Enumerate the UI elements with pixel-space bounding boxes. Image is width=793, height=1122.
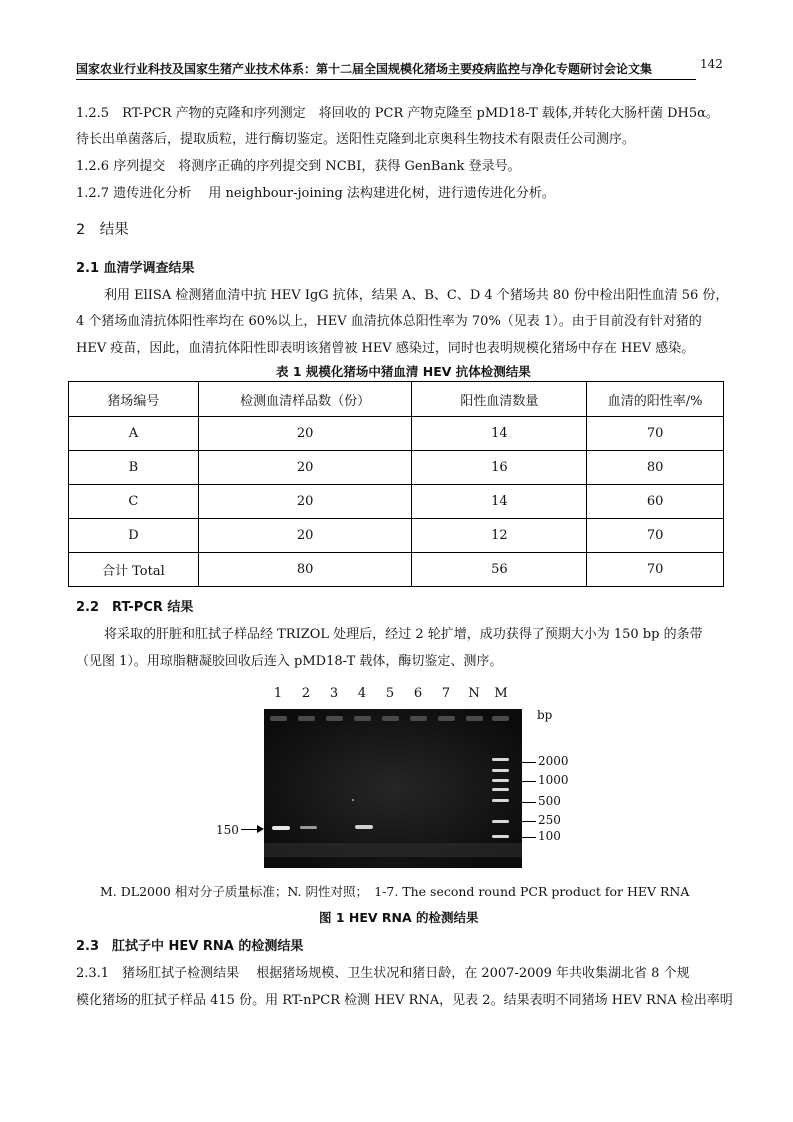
marker-tick (522, 802, 536, 803)
subsection-title-2-1: 2.1 血清学调查结果 (76, 261, 195, 276)
table-header-cell: 血清的阳性率/% (587, 382, 724, 417)
table-cell: 20 (198, 485, 412, 519)
subsection-title-2-2: 2.2 RT-PCR 结果 (76, 600, 194, 615)
table-row (69, 451, 724, 485)
paragraph-2-1-line-3: HEV 疫苗，因此，血清抗体阳性即表明该猪曾被 HEV 感染过，同时也表明规模化猪场中存在 HEV 感染。 (76, 341, 695, 356)
table-cell: 合计 Total (69, 553, 199, 587)
lane-label: 5 (385, 686, 395, 701)
marker-value: 1000 (538, 773, 569, 787)
table-row (69, 519, 724, 553)
paragraph-1-2-7: 1.2.7 遗传进化分析 用 neighbour-joining 法构建进化树，进行遗传进化分析。 (76, 186, 555, 201)
paragraph-2-2-line-2: （见图 1）。用琼脂糖凝胶回收后连入 pMD18-T 载体，酶切鉴定、测序。 (76, 654, 503, 669)
marker-value: 500 (538, 794, 561, 808)
band-lane-1 (272, 826, 290, 830)
table-row-total (69, 553, 724, 587)
gel-electrophoresis-svg (264, 709, 522, 868)
table-row (69, 485, 724, 519)
marker-tick (522, 821, 536, 822)
paragraph-1-2-5: 1.2.5 RT-PCR 产物的克隆和序列测定 将回收的 PCR 产物克隆至 pMD18-T 载体,并转化大肠杆菌 DH5α。 (76, 106, 719, 121)
table-cell: 14 (412, 417, 587, 451)
table-cell: 20 (198, 417, 412, 451)
table-cell: A (69, 417, 199, 451)
gel-wells (270, 716, 509, 721)
paragraph-1-2-6: 1.2.6 序列提交 将测序正确的序列提交到 NCBI，获得 GenBank 登录号。 (76, 159, 521, 174)
table-cell: C (69, 485, 199, 519)
table-header-cell: 阳性血清数量 (412, 382, 587, 417)
paragraph-1-2-5-continued: 待长出单菌落后，提取质粒，进行酶切鉴定。送阳性克隆到北京奥科生物技术有限责任公司测序。 (76, 132, 636, 147)
gel-speck (352, 799, 354, 801)
table-cell: 80 (587, 451, 724, 485)
table-1-caption: 表 1 规模化猪场中猪血清 HEV 抗体检测结果 (276, 364, 531, 379)
table-cell: B (69, 451, 199, 485)
table-header-cell: 猪场编号 (69, 382, 199, 417)
paragraph-2-3-1-line-1: 2.3.1 猪场肛拭子检测结果 根据猪场规模、卫生状况和猪日龄，在 2007-2009 年共收集湖北省 8 个规 (76, 966, 690, 981)
table-cell: 60 (587, 485, 724, 519)
marker-value: 250 (538, 813, 561, 827)
marker-value: 2000 (538, 754, 569, 768)
lane-label: 3 (329, 686, 339, 701)
table-cell: 16 (412, 451, 587, 485)
lane-label: 2 (301, 686, 311, 701)
band-lane-2 (300, 826, 317, 829)
arrow-right-icon (257, 825, 264, 833)
page-number: 142 (700, 57, 723, 71)
subsection-title-2-3: 2.3 肛拭子中 HEV RNA 的检测结果 (76, 939, 304, 954)
paragraph-2-1-line-1: 利用 ElISA 检测猪血清中抗 HEV IgG 抗体，结果 A、B、C、D 4 个猪场共 80 份中检出阳性血清 56 份， (104, 288, 729, 303)
table-cell: 20 (198, 451, 412, 485)
table-cell: 12 (412, 519, 587, 553)
gel-lane-labels (0, 686, 793, 702)
gel-unit-label: bp (537, 708, 553, 722)
paragraph-2-2-line-1: 将采取的肝脏和肛拭子样品经 TRIZOL 处理后，经过 2 轮扩增，成功获得了预期大小为 150 bp 的条带 (104, 627, 703, 642)
table-cell: 20 (198, 519, 412, 553)
band-size-label: 150 (216, 823, 239, 837)
section-title-results: 2 结果 (76, 222, 129, 238)
lane-label: 1 (273, 686, 283, 701)
running-header-title: 国家农业行业科技及国家生猪产业技术体系：第十二届全国规模化猪场主要疫病监控与净化专题研讨会论文集 (76, 62, 653, 76)
lane-label: N (468, 686, 480, 701)
marker-tick (522, 762, 536, 763)
band-lane-4 (355, 825, 373, 829)
table-cell: 80 (198, 553, 412, 587)
table-header-cell: 检测血清样品数（份） (198, 382, 412, 417)
lane-label: 7 (441, 686, 451, 701)
table-cell: 70 (587, 417, 724, 451)
table-1 (68, 381, 724, 587)
marker-tick (522, 781, 536, 782)
table-cell: 70 (587, 519, 724, 553)
lane-label: 4 (357, 686, 367, 701)
gel-image (264, 709, 522, 868)
table-cell: 56 (412, 553, 587, 587)
paragraph-2-3-1-line-2: 模化猪场的肛拭子样品 415 份。用 RT-nPCR 检测 HEV RNA，见表 2。结果表明不同猪场 HEV RNA 检出率明 (76, 993, 733, 1008)
table-cell: 14 (412, 485, 587, 519)
table-header-row (69, 382, 724, 417)
table-row (69, 417, 724, 451)
figure-1-legend: M. DL2000 相对分子质量标准；N. 阴性对照； 1-7. The second round PCR product for HEV RNA (100, 884, 690, 899)
table-cell: 70 (587, 553, 724, 587)
table-cell: D (69, 519, 199, 553)
marker-tick (522, 837, 536, 838)
figure-1-caption: 图 1 HEV RNA 的检测结果 (319, 910, 479, 925)
lane-label: 6 (413, 686, 423, 701)
paragraph-2-1-line-2: 4 个猪场血清抗体阳性率均在 60%以上，HEV 血清抗体总阳性率为 70%（见表 1）。由于目前没有针对猪的 (76, 314, 702, 329)
primer-smear (264, 843, 522, 857)
header-rule (76, 79, 696, 80)
lane-label: M (494, 686, 508, 701)
marker-value: 100 (538, 829, 561, 843)
